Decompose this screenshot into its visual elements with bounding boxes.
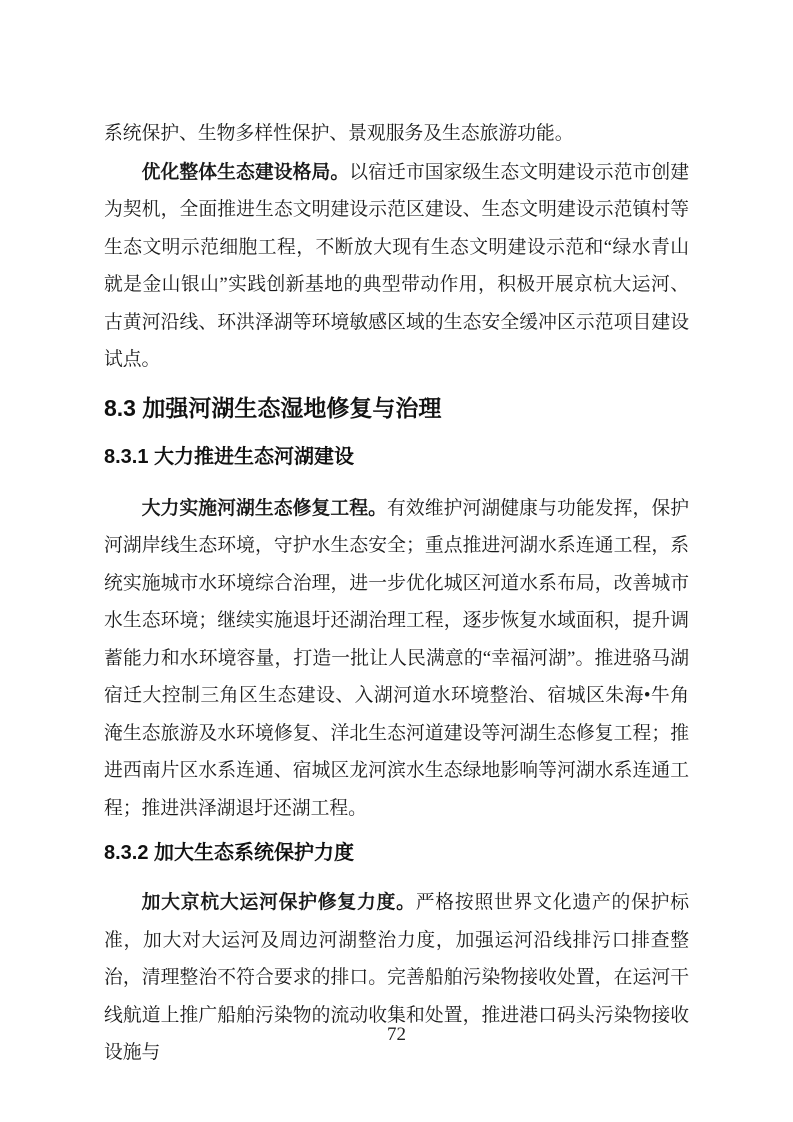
paragraph-river-restoration-lead: 大力实施河湖生态修复工程。 (141, 496, 388, 518)
paragraph-continuation: 系统保护、生物多样性保护、景观服务及生态旅游功能。 (104, 123, 574, 144)
page-number: 72 (387, 1024, 406, 1045)
paragraph-river-restoration (104, 489, 689, 828)
paragraph-river-restoration-text: 有效维护河湖健康与功能发挥，保护河湖岸线生态环境，守护水生态安全；重点推进河湖水系连通工程，系统实施城市水环境综合治理，进一步优化城区河道水系布局，改善城市水生态环境；继续实施退圩还湖治理工程，逐步恢复水域面积，提升调蓄能力和水环境容量，打造一批让人民满意的“幸福河湖”。推进骆马湖宿迁大控制三角区生态建设、入湖河道水环境整治、宿城区朱海•牛角淹生态旅游及水环境修复、洋北生态河道建设等河湖生态修复工程；推进西南片区水系连通、宿城区龙河滨水生态绿地影响等河湖水系连通工程；推进洪泽湖退圩还湖工程。 (104, 497, 690, 819)
paragraph-canal-protection-lead: 加大京杭大运河保护修复力度。 (141, 891, 416, 912)
paragraph-optimize-layout-lead: 优化整体生态建设格局。 (141, 160, 350, 182)
paragraph-optimize-layout-text: 以宿迁市国家级生态文明建设示范市创建为契机，全面推进生态文明建设示范区建设、生态文明建设示范镇村等生态文明示范细胞工程，不断放大现有生态文明建设示范和“绿水青山就是金山银山”实践创新基地的典型带动作用，积极开展京杭大运河、古黄河沿线、环洪泽湖等环境敏感区域的生态安全缓冲区示范项目建设试点。 (104, 161, 690, 370)
document-body (104, 115, 689, 1072)
section-8-3-2-heading: 8.3.2 加大生态系统保护力度 (104, 842, 355, 864)
paragraph-canal-protection-text: 严格按照世界文化遗产的保护标准，加大对大运河及周边河湖整治力度，加强运河沿线排污口排查整治，清理整治不符合要求的排口。完善船舶污染物接收处置，在运河干线航道上推广船舶污染物的流动收集和处置，推进港口码头污染物接收设施与 (104, 892, 690, 1063)
section-8-3-heading: 8.3 加强河湖生态湿地修复与治理 (104, 394, 442, 421)
paragraph-optimize-layout (104, 153, 689, 379)
section-8-3-1-heading: 8.3.1 大力推进生态河湖建设 (104, 445, 355, 468)
